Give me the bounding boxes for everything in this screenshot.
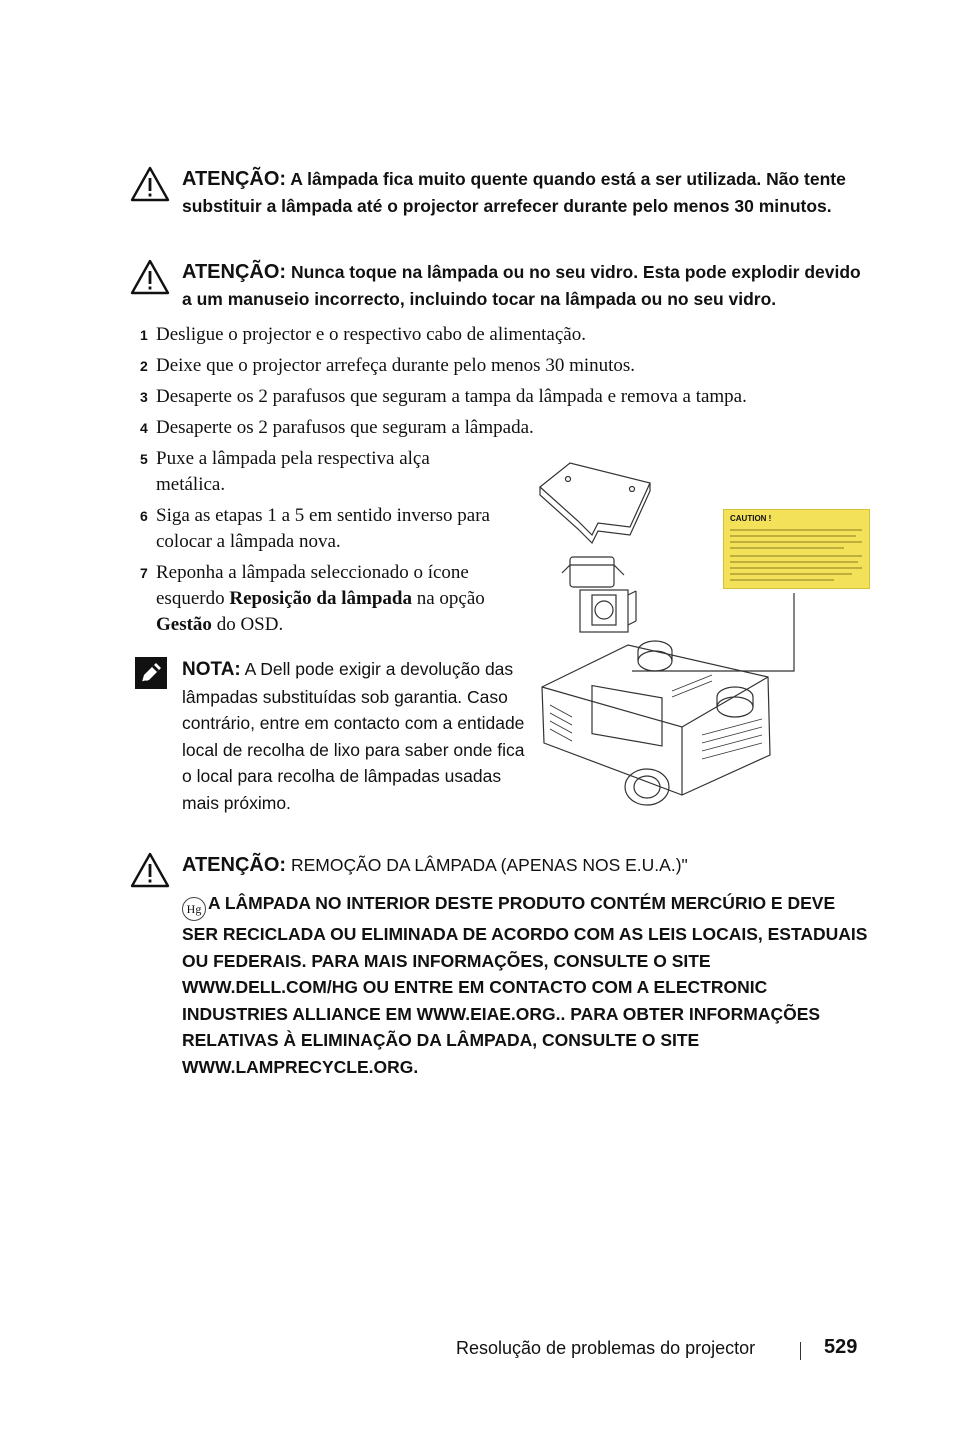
leader-line — [632, 593, 794, 671]
warning-notice-heat — [130, 166, 870, 219]
footer-divider — [800, 1342, 801, 1360]
note-notice — [134, 656, 534, 816]
caution-sticker — [723, 509, 870, 589]
step-number: 4 — [140, 420, 148, 436]
step-number: 2 — [140, 358, 148, 374]
note-text: A Dell pode exigir a devolução das lâmpadas substituídas sob garantia. Caso contrário, entre em contacto com a entidade local de recolha de lixo para saber onde fica o local para recolha de lâmpadas usadas mais próximo. — [182, 659, 525, 813]
warning-notice-glass — [130, 259, 870, 312]
step-text-part: do OSD. — [211, 614, 284, 635]
step-text: Siga as etapas 1 a 5 em sentido inverso para colocar a lâmpada nova. — [156, 505, 490, 552]
warning-lead: ATENÇÃO: — [182, 854, 287, 876]
page-footer — [456, 1336, 866, 1364]
step-text: Desaperte os 2 parafusos que seguram a lâmpada. — [156, 417, 534, 438]
caution-sticker-lines — [724, 510, 869, 588]
warning-triangle-icon — [130, 166, 170, 202]
warning-text: A lâmpada fica muito quente quando está a ser utilizada. Não tente substituir a lâmpada até o projector arrefecer durante pelo menos 30 minutos. — [182, 169, 846, 216]
step-text-part: na opção — [411, 588, 485, 609]
lamp-module-drawing — [562, 557, 636, 632]
step-text: Puxe a lâmpada pela respectiva alça metálica. — [156, 448, 430, 495]
warning-lead: ATENÇÃO: — [182, 261, 287, 283]
step-text: Deixe que o projector arrefeça durante pelo menos 30 minutos. — [156, 355, 636, 376]
caution-sticker-title: CAUTION ! — [730, 514, 772, 523]
step-number: 1 — [140, 327, 148, 343]
list-item — [140, 415, 860, 441]
mercury-hg-icon: Hg — [182, 897, 206, 921]
note-pencil-icon — [134, 656, 168, 690]
lamp-cover-drawing — [540, 463, 650, 543]
step-text-part: Reponha a lâmpada seleccionado o ícone esquerdo — [156, 562, 469, 609]
step-number: 6 — [140, 508, 148, 524]
warning-triangle-icon — [130, 259, 170, 295]
menu-option-lamp-reset: Reposição da lâmpada — [229, 588, 412, 609]
step-text: Desligue o projector e o respectivo cabo de alimentação. — [156, 324, 586, 345]
footer-section-title: Resolução de problemas do projector — [456, 1338, 756, 1358]
note-lead: NOTA: — [182, 659, 241, 680]
list-item — [140, 560, 536, 638]
step-text: Desaperte os 2 parafusos que seguram a tampa da lâmpada e remova a tampa. — [156, 386, 747, 407]
list-item — [140, 384, 860, 410]
lamp-replacement-illustration — [532, 455, 872, 815]
warning-text: A LÂMPADA NO INTERIOR DESTE PRODUTO CONTÉM MERCÚRIO E DEVE SER RECICLADA OU ELIMINADA DE ACORDO COM AS LEIS LOCAIS, ESTADUAIS OU FEDERAIS. PARA MAIS INFORMAÇÕES, CONSULTE O SITE WWW.DELL.COM/HG OU ENTRE EM CONTACTO COM A ELECTRONIC INDUSTRIES ALLIANCE EM WWW.EIAE.ORG.. PARA OBTER INFORMAÇÕES RELATIVAS À ELIMINAÇÃO DA LÂMPADA, CONSULTE O SITE WWW.LAMPRECYCLE.ORG. — [182, 893, 868, 1077]
list-item — [140, 353, 860, 379]
warning-triangle-icon — [130, 852, 170, 888]
list-item — [140, 446, 486, 498]
list-item — [140, 322, 860, 348]
warning-text: Nunca toque na lâmpada ou no seu vidro. Esta pode explodir devido a um manuseio incorrecto, incluindo tocar na lâmpada ou no seu vidro. — [182, 262, 861, 309]
warning-lead: ATENÇÃO: — [182, 168, 287, 190]
step-number: 5 — [140, 451, 148, 467]
warning-subtitle: REMOÇÃO DA LÂMPADA (APENAS NOS E.U.A.)" — [290, 855, 688, 875]
step-number: 3 — [140, 389, 148, 405]
page-number: 529 — [824, 1336, 858, 1358]
menu-option-management: Gestão — [156, 614, 212, 635]
list-item — [140, 503, 511, 555]
step-number: 7 — [140, 565, 148, 581]
projector-body-drawing — [542, 641, 770, 805]
warning-notice-mercury — [130, 852, 870, 1080]
